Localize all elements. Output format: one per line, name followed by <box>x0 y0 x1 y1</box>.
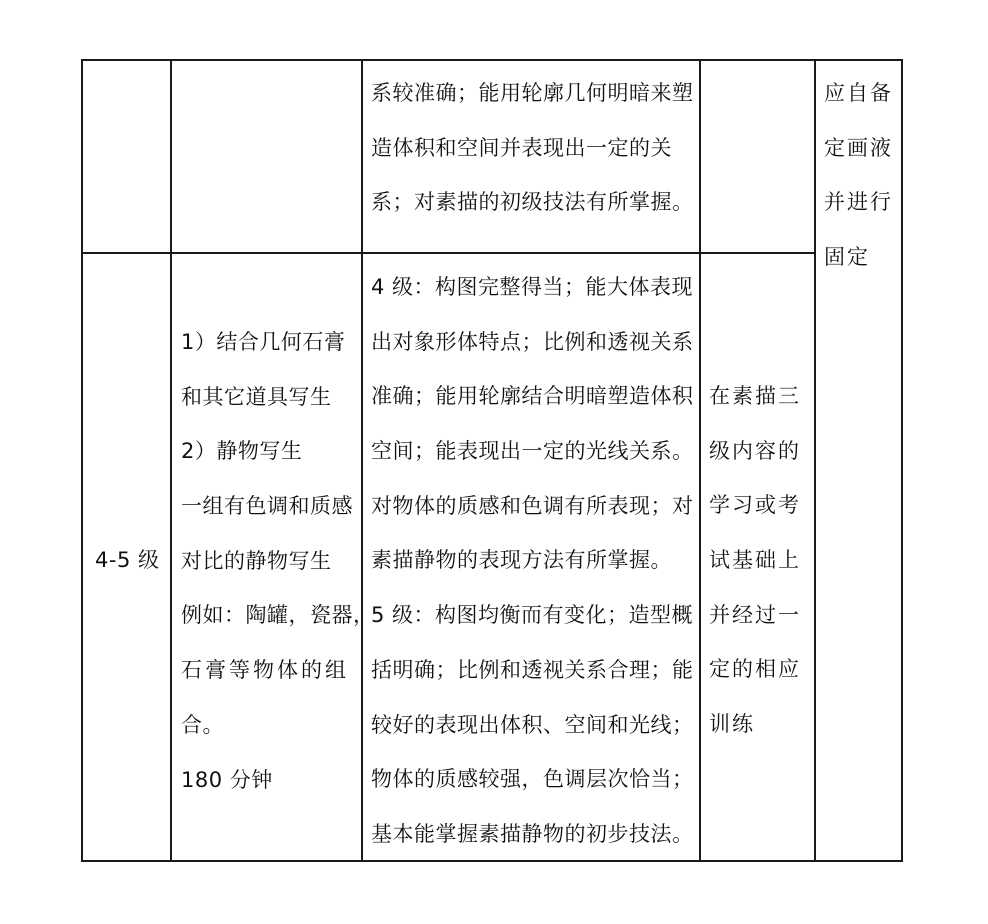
criteria-line: 对物体的质感和色调有所表现；对 <box>371 493 694 518</box>
content-line: 180 分钟 <box>181 767 273 792</box>
level-cell <box>95 533 159 588</box>
note-line: 定画液 <box>824 135 893 160</box>
prerequisite-line: 学习或考 <box>709 493 801 518</box>
content-line: 1）结合几何石膏 <box>181 330 346 354</box>
criteria-line: 系较准确；能用轮廓几何明暗来塑 <box>371 81 694 105</box>
column-divider <box>170 59 172 862</box>
criteria-line: 出对象形体特点；比例和透视关系 <box>371 329 694 354</box>
criteria-line: 5 级：构图均衡而有变化；造型概 <box>371 603 694 628</box>
prerequisite-line: 并经过一 <box>709 602 801 627</box>
criteria-line: 基本能掌握素描静物的初步技法。 <box>371 821 694 846</box>
criteria-line: 准确；能用轮廓结合明暗塑造体积 <box>371 384 694 409</box>
exam-requirements-table <box>81 59 903 862</box>
content-line: 一组有色调和质感 <box>181 494 353 519</box>
criteria-line: 括明确；比例和透视关系合理；能 <box>371 657 694 682</box>
content-line: 例如：陶罐，瓷器， <box>181 603 375 628</box>
prerequisite-line: 训练 <box>709 712 755 737</box>
prerequisite-line: 在素描三 <box>709 384 801 408</box>
content-line: 合。 <box>181 712 224 737</box>
note-line: 应自备 <box>824 81 893 105</box>
criteria-line: 空间；能表现出一定的光线关系。 <box>371 439 694 464</box>
column-divider <box>814 59 816 862</box>
prerequisite-line: 定的相应 <box>709 657 801 682</box>
content-line: 和其它道具写生 <box>181 384 332 409</box>
row2-criteria-cell <box>371 260 694 862</box>
prerequisite-line: 试基础上 <box>709 548 801 573</box>
criteria-line: 较好的表现出体积、空间和光线； <box>371 712 694 737</box>
criteria-line: 物体的质感较强，色调层次恰当； <box>371 767 694 792</box>
content-cell <box>181 315 375 807</box>
column-divider <box>699 59 701 862</box>
note-line: 固定 <box>824 245 870 270</box>
prerequisite-line: 级内容的 <box>709 438 801 463</box>
content-line: 对比的静物写生 <box>181 548 332 573</box>
level-label: 4-5 级 <box>95 548 160 572</box>
note-cell <box>824 66 893 285</box>
row1-criteria-cell <box>371 66 694 230</box>
row-divider <box>83 252 816 254</box>
criteria-line: 系；对素描的初级技法有所掌握。 <box>371 190 694 215</box>
content-line: 2）静物写生 <box>181 439 303 464</box>
content-line: 石膏等物体的组 <box>181 658 349 683</box>
note-line: 并进行 <box>824 190 893 215</box>
prerequisite-cell <box>709 369 801 752</box>
criteria-line: 造体积和空间并表现出一定的关 <box>371 135 672 160</box>
criteria-line: 素描静物的表现方法有所掌握。 <box>371 548 672 573</box>
criteria-line: 4 级：构图完整得当；能大体表现 <box>371 275 694 299</box>
